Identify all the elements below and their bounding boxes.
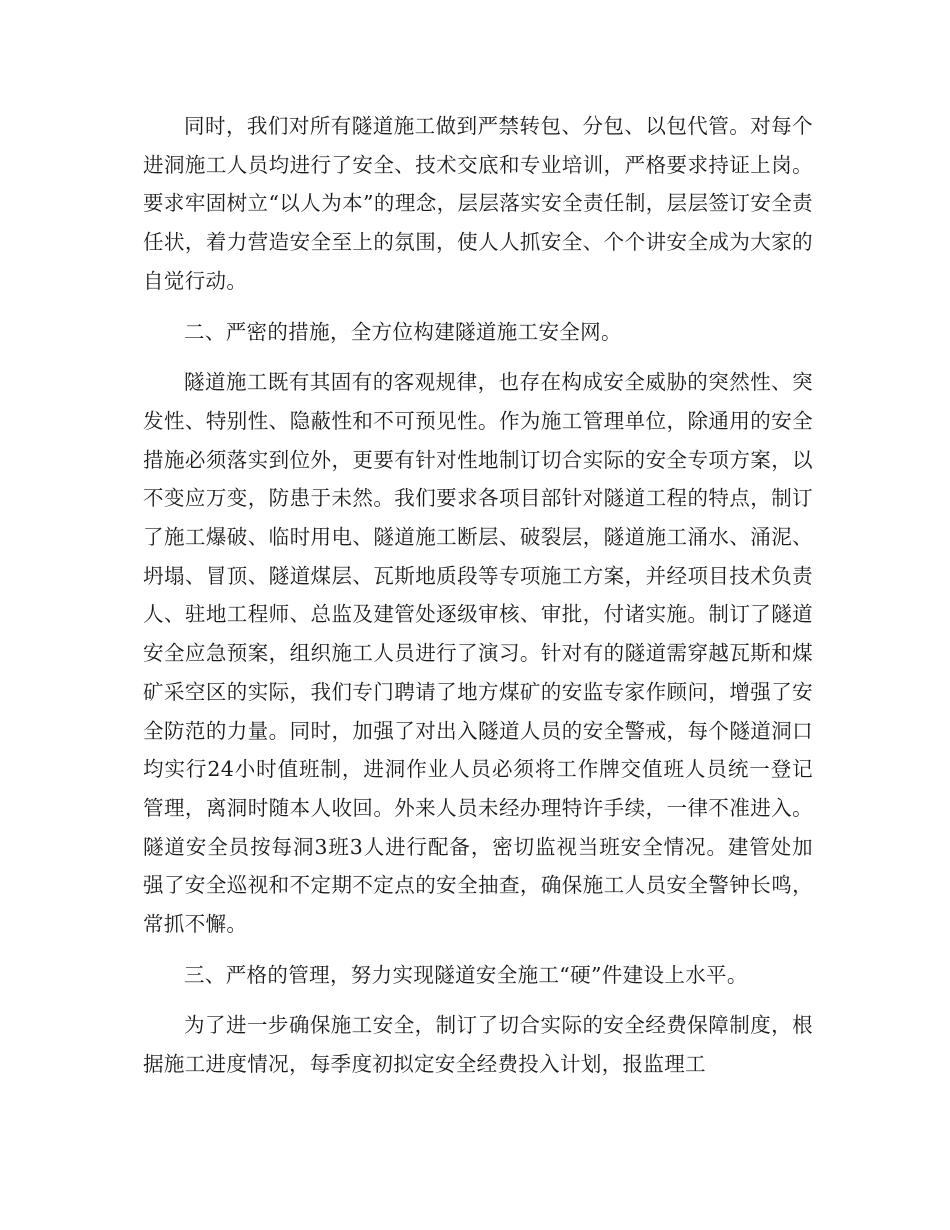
document-body [143,107,813,1084]
section-heading-2: 二、严密的措施，全方位构建隧道施工安全网。 [184,319,622,344]
paragraph-safety-funding: 为了进一步确保施工安全，制订了切合实际的安全经费保障制度，根据施工进度情况，每季度初拟定安全经费投入计划，报监理工 [143,1013,813,1077]
paragraph-responsibility: 同时，我们对所有隧道施工做到严禁转包、分包、以包代管。对每个进洞施工人员均进行了安全、技术交底和专业培训，严格要求持证上岗。要求牢固树立“以人为本”的理念，层层落实安全责任制，层层签订安全责任状，着力营造安全至上的氛围，使人人抓安全、个个讲安全成为大家的自觉行动。 [143,114,813,293]
paragraph-safety-measures: 隧道施工既有其固有的客观规律，也存在构成安全威胁的突然性、突发性、特别性、隐蔽性和不可预见性。作为施工管理单位，除通用的安全措施必须落实到位外，更要有针对性地制订切合实际的安全专项方案，以不变应万变，防患于未然。我们要求各项目部针对隧道工程的特点，制订了施工爆破、临时用电、隧道施工断层、破裂层，隧道施工涌水、涌泥、坍塌、冒顶、隧道煤层、瓦斯地质段等专项施工方案，并经项目技术负责人、驻地工程师、总监及建管处逐级审核、审批，付诸实施。制订了隧道安全应急预案，组织施工人员进行了演习。针对有的隧道需穿越瓦斯和煤矿采空区的实际，我们专门聘请了地方煤矿的安监专家作顾问，增强了安全防范的力量。同时，加强了对出入隧道人员的安全警戒，每个隧道洞口均实行24小时值班制，进洞作业人员必须将工作牌交值班人员统一登记管理，离洞时随本人收回。外来人员未经办理特许手续，一律不准进入。隧道安全员按每洞3班3人进行配备，密切监视当班安全情况。建管处加强了安全巡视和不定期不定点的安全抽查，确保施工人员安全警钟长鸣，常抓不懈。 [143,370,813,937]
section-heading-3: 三、严格的管理，努力实现隧道安全施工“硬”件建设上水平。 [184,962,748,987]
